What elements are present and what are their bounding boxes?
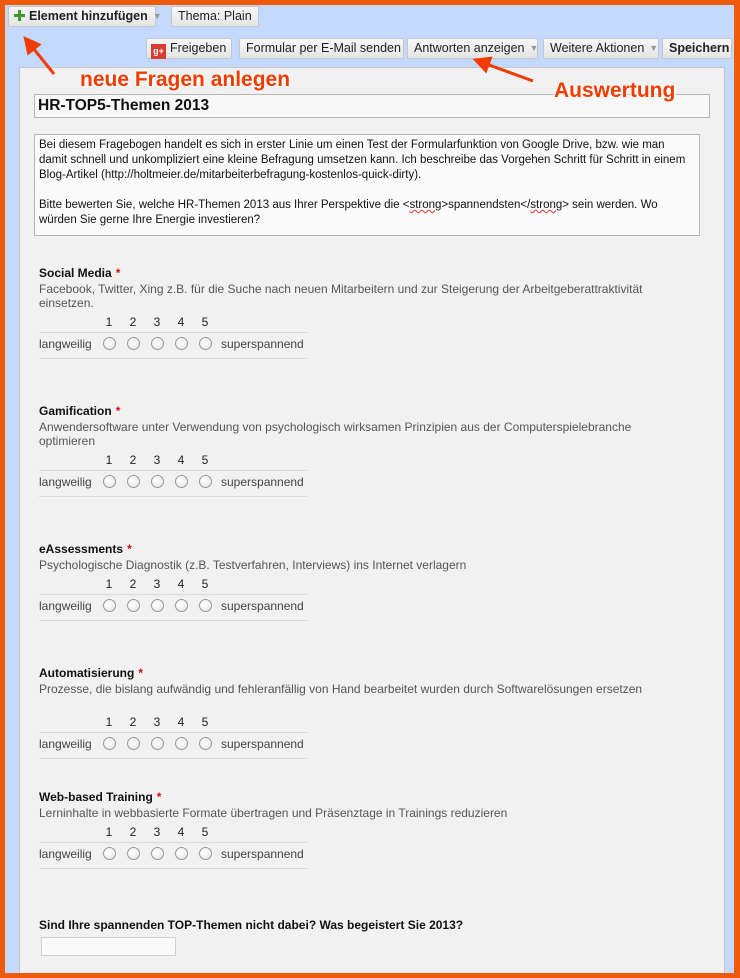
required-marker: * [115, 266, 121, 280]
scale-divider [39, 496, 307, 497]
scale-number: 3 [153, 577, 161, 591]
annotation-new-questions: neue Fragen anlegen [80, 68, 291, 91]
rating-radio[interactable] [199, 337, 212, 350]
description-text: Bitte bewerten Sie, welche HR-Themen 2013 aus Ihrer Perspektive die < [39, 199, 410, 211]
scale-number: 1 [105, 577, 113, 591]
required-marker: * [127, 542, 132, 556]
scale-divider [39, 358, 307, 359]
more-actions-label: Weitere Aktionen [550, 41, 645, 55]
question-description: Anwendersoftware unter Verwendung von psychologisch wirksamen Prinzipien aus der Computerspielebranche optimieren [39, 420, 632, 448]
rating-radio[interactable] [199, 599, 212, 612]
rating-radio[interactable] [103, 475, 116, 488]
scale-divider [39, 868, 307, 869]
chevron-down-icon: ▼ [529, 43, 539, 53]
scale-low-label: langweilig [39, 475, 92, 489]
description-text: > sein werden. Wo würden Sie gerne Ihre Energie investieren? [39, 199, 658, 226]
rating-radio[interactable] [151, 337, 164, 350]
scale-high-label: superspannend [221, 337, 304, 351]
question-title [39, 404, 699, 419]
rating-radio[interactable] [151, 737, 164, 750]
rating-radio[interactable] [127, 599, 140, 612]
question-title [39, 666, 699, 681]
rating-scale [39, 315, 307, 385]
scale-number: 4 [177, 315, 185, 329]
app-frame [5, 5, 734, 973]
theme-button[interactable]: Thema: Plain [171, 6, 259, 27]
scale-low-label: langweilig [39, 737, 92, 751]
scale-number: 3 [153, 315, 161, 329]
open-answer-input[interactable] [41, 937, 176, 956]
rating-radio[interactable] [199, 475, 212, 488]
rating-radio[interactable] [103, 737, 116, 750]
rating-scale [39, 453, 307, 523]
show-answers-button[interactable] [407, 38, 538, 59]
question-title-text: Web-based Training [39, 790, 153, 804]
question-description: Lerninhalte in webbasierte Formate übertragen und Präsenztage in Trainings reduzieren [39, 806, 508, 820]
question-description: Psychologische Diagnostik (z.B. Testverfahren, Interviews) ins Internet verlagern [39, 558, 467, 572]
rating-radio[interactable] [175, 475, 188, 488]
description-text: >spannendsten</ [441, 199, 531, 211]
scale-number: 4 [177, 577, 185, 591]
add-element-button[interactable] [8, 6, 162, 27]
question-title-text: eAssessments [39, 542, 124, 556]
scale-divider [39, 620, 307, 621]
scale-number: 4 [177, 715, 185, 729]
scale-number: 3 [153, 715, 161, 729]
scale-number: 2 [129, 577, 137, 591]
scale-divider [39, 470, 307, 471]
form-description-input[interactable] [34, 134, 700, 236]
show-answers-label: Antworten anzeigen [414, 41, 525, 55]
scale-question [39, 666, 699, 751]
open-question [39, 918, 679, 933]
scale-low-label: langweilig [39, 847, 92, 861]
add-element-label: Element hinzufügen [29, 9, 148, 23]
required-marker: * [115, 404, 121, 418]
scale-number: 1 [105, 715, 113, 729]
question-title-text: Automatisierung [39, 666, 135, 680]
rating-scale [39, 715, 307, 785]
question-title: Sind Ihre spannenden TOP-Themen nicht dabei? Was begeistert Sie 2013? [39, 918, 464, 932]
rating-radio[interactable] [151, 599, 164, 612]
required-marker: * [156, 790, 162, 804]
scale-number: 2 [129, 315, 137, 329]
scale-high-label: superspannend [221, 737, 304, 751]
spellcheck-word: strong [409, 199, 442, 211]
email-form-button[interactable]: Formular per E-Mail senden [239, 38, 404, 59]
scale-number: 5 [201, 825, 209, 839]
rating-radio[interactable] [175, 737, 188, 750]
scale-divider [39, 332, 307, 333]
rating-radio[interactable] [151, 475, 164, 488]
chevron-down-icon: ▼ [152, 11, 162, 21]
scale-number: 5 [201, 577, 209, 591]
rating-radio[interactable] [199, 847, 212, 860]
scale-number: 2 [129, 453, 137, 467]
scale-number: 5 [201, 715, 209, 729]
scale-question [39, 404, 699, 489]
save-button[interactable]: Speichern [662, 38, 732, 59]
rating-radio[interactable] [103, 337, 116, 350]
form-editor [19, 67, 725, 973]
more-actions-button[interactable] [543, 38, 659, 59]
scale-question [39, 542, 699, 613]
scale-divider [39, 758, 307, 759]
scale-high-label: superspannend [221, 847, 304, 861]
annotation-evaluation: Auswertung [554, 79, 676, 102]
question-title [39, 542, 699, 557]
scale-divider [39, 732, 307, 733]
question-title-text: Social Media [39, 266, 112, 280]
plus-icon [14, 10, 25, 21]
scale-number: 3 [153, 825, 161, 839]
form-title-input[interactable]: HR-TOP5-Themen 2013 [34, 94, 710, 118]
scale-high-label: superspannend [221, 599, 304, 613]
scale-number: 5 [201, 315, 209, 329]
scale-number: 1 [105, 315, 113, 329]
question-description: Facebook, Twitter, Xing z.B. für die Suche nach neuen Mitarbeitern und zur Steigerung der Arbeitgeberattraktivität einsetzen. [39, 282, 643, 310]
share-button[interactable] [146, 38, 232, 59]
scale-number: 3 [153, 453, 161, 467]
scale-divider [39, 842, 307, 843]
scale-low-label: langweilig [39, 337, 92, 351]
chevron-down-icon: ▼ [649, 43, 659, 53]
question-title [39, 790, 699, 805]
scale-number: 5 [201, 453, 209, 467]
rating-radio[interactable] [175, 599, 188, 612]
scale-number: 1 [105, 453, 113, 467]
scale-question [39, 266, 699, 351]
scale-divider [39, 594, 307, 595]
required-marker: * [138, 666, 144, 680]
scale-number: 2 [129, 715, 137, 729]
scale-question [39, 790, 699, 861]
share-label: Freigeben [170, 41, 227, 55]
rating-radio[interactable] [199, 737, 212, 750]
rating-radio[interactable] [127, 337, 140, 350]
question-title-text: Gamification [39, 404, 112, 418]
rating-radio[interactable] [103, 847, 116, 860]
rating-radio[interactable] [175, 847, 188, 860]
description-paragraph-2 [39, 198, 695, 228]
rating-scale [39, 825, 307, 895]
scale-number: 4 [177, 825, 185, 839]
scale-number: 1 [105, 825, 113, 839]
rating-radio[interactable] [127, 847, 140, 860]
rating-radio[interactable] [175, 337, 188, 350]
rating-scale [39, 577, 307, 647]
rating-radio[interactable] [151, 847, 164, 860]
question-title [39, 266, 699, 281]
google-plus-icon: g+ [151, 44, 166, 59]
rating-radio[interactable] [127, 737, 140, 750]
question-description: Prozesse, die bislang aufwändig und fehleranfällig von Hand bearbeitet wurden durch Softwarelösungen ersetzen [39, 682, 643, 696]
rating-radio[interactable] [103, 599, 116, 612]
rating-radio[interactable] [127, 475, 140, 488]
scale-number: 2 [129, 825, 137, 839]
spellcheck-word: strong [530, 199, 563, 211]
scale-number: 4 [177, 453, 185, 467]
scale-low-label: langweilig [39, 599, 92, 613]
description-paragraph-1: Bei diesem Fragebogen handelt es sich in erster Linie um einen Test der Formularfunktion von Google Drive, bzw. wie man damit schnell und unkompliziert eine kleine Befragung umsetzen kann. Ich beschreibe das Vorgehen Schritt für Schritt in einem Blog-Artikel (http://holtmeier.de/mitarbeiterbefragung-kostenlos-quick-dirty). [39, 139, 686, 181]
scale-high-label: superspannend [221, 475, 304, 489]
